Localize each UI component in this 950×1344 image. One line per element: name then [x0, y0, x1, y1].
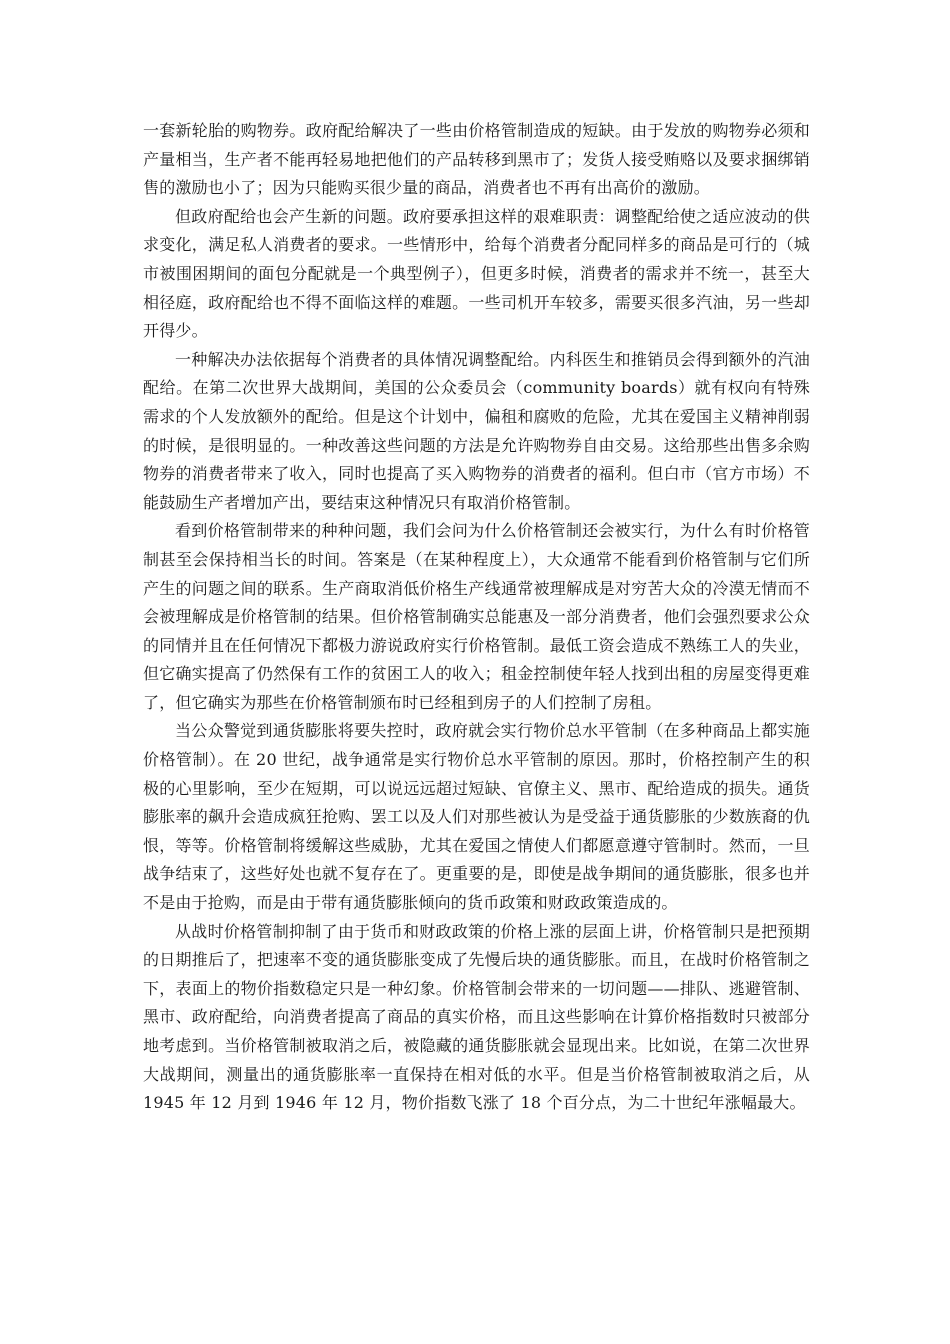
document-body: [143, 117, 810, 1118]
paragraph-wartime-controls: 当公众警觉到通货膨胀将要失控时，政府就会实行物价总水平管制（在多种商品上都实施价格管制）。在 20 世纪，战争通常是实行物价总水平管制的原因。那时，价格控制产生的积极的心里影响，至少在短期，可以说远远超过短缺、官僚主义、黑市、配给造成的损失。通货膨胀率的飙升会造成疯狂抢购、罢工以及人们对那些被认为是受益于通货膨胀的少数族裔的仇恨，等等。价格管制将缓解这些威胁，尤其在爱国之情使人们都愿意遵守管制时。然而，一旦战争结束了，这些好处也就不复存在了。更重要的是，即使是战争期间的通货膨胀，很多也并不是由于抢购，而是由于带有通货膨胀倾向的货币政策和财政政策造成的。: [143, 721, 810, 913]
paragraph-why-controls-persist: 看到价格管制带来的种种问题，我们会问为什么价格管制还会被实行，为什么有时价格管制甚至会保持相当长的时间。答案是（在某种程度上），大众通常不能看到价格管制与它们所产生的问题之间的联系。生产商取消低价格生产线通常被理解成是对穷苦大众的冷漠无情而不会被理解成是价格管制的结果。但价格管制确实总能惠及一部分消费者，他们会强烈要求公众的同情并且在任何情况下都极力游说政府实行价格管制。最低工资会造成不熟练工人的失业，但它确实提高了仍然保有工作的贫困工人的收入；租金控制使年轻人找到出租的房屋变得更难了，但它确实为那些在价格管制颁布时已经租到房子的人们控制了房租。: [143, 521, 810, 712]
paragraph-adjust-rations: 一种解决办法依据每个消费者的具体情况调整配给。内科医生和推销员会得到额外的汽油配给。在第二次世界大战期间，美国的公众委员会（community boards）就有权向有特殊需求的个人发放额外的配给。但是这个计划中，偏租和腐败的危险，尤其在爱国主义精神削弱的时候，是很明显的。一种改善这些问题的方法是允许购物券自由交易。这给那些出售多余购物券的消费者带来了收入，同时也提高了买入购物券的消费者的福利。但白市（官方市场）不能鼓励生产者增加产出，要结束这种情况只有取消价格管制。: [143, 349, 810, 512]
paragraph-hidden-inflation: 从战时价格管制抑制了由于货币和财政政策的价格上涨的层面上讲，价格管制只是把预期的日期推后了，把速率不变的通货膨胀变成了先慢后块的通货膨胀。而且，在战时价格管制之下，表面上的物价指数稳定只是一种幻象。价格管制会带来的一切问题——排队、逃避管制、黑市、政府配给，向消费者提高了商品的真实价格，而且这些影响在计算价格指数时只被部分地考虑到。当价格管制被取消之后，被隐藏的通货膨胀就会显现出来。比如说，在第二次世界大战期间，测量出的通货膨胀率一直保持在相对低的水平。但是当价格管制被取消之后，从 1945 年 12 月到 1946 年 12 月，物价指数飞涨了 18 个百分点，为二十世纪年涨幅最大。: [143, 921, 810, 1113]
paragraph-ration-coupons: 一套新轮胎的购物券。政府配给解决了一些由价格管制造成的短缺。由于发放的购物券必须和产量相当，生产者不能再轻易地把他们的产品转移到黑市了；发货人接受贿赂以及要求捆绑销售的激励也小了；因为只能购买很少量的商品，消费者也不再有出高价的激励。: [143, 121, 810, 198]
paragraph-ration-problems: 但政府配给也会产生新的问题。政府要承担这样的艰难职责：调整配给使之适应波动的供求变化，满足私人消费者的要求。一些情形中，给每个消费者分配同样多的商品是可行的（城市被围困期间的面包分配就是一个典型例子），但更多时候，消费者的需求并不统一，甚至大相径庭，政府配给也不得不面临这样的难题。一些司机开车较多，需要买很多汽油，另一些却开得少。: [143, 206, 810, 341]
